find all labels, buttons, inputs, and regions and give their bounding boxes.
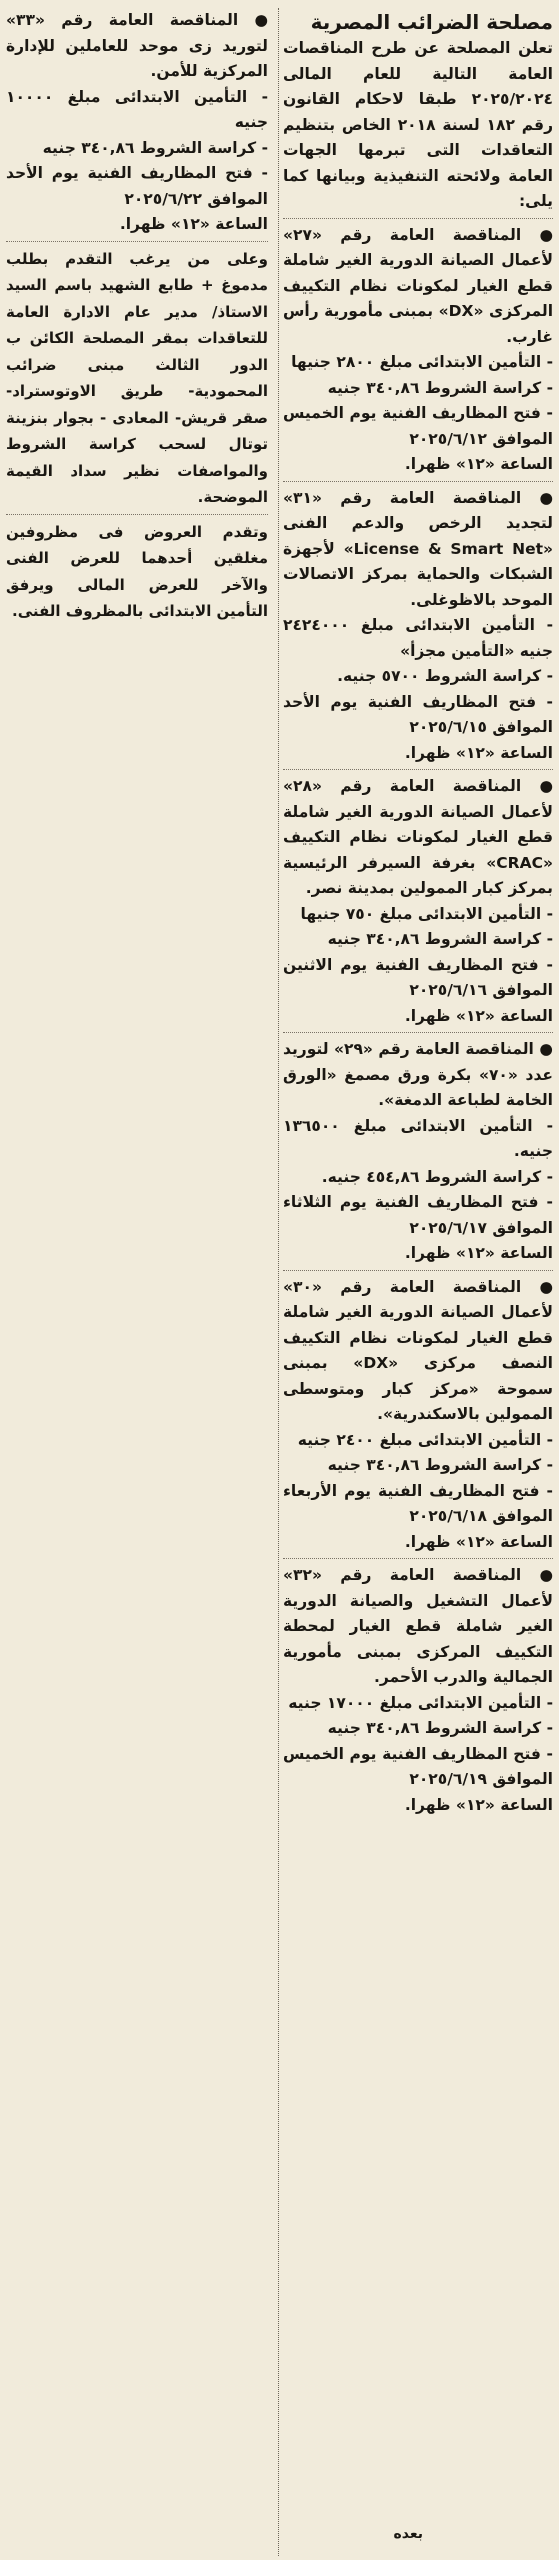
tender-detail-line: الساعة «١٢» ظهرا.: [404, 1795, 553, 1814]
tender-block: [283, 1563, 553, 1818]
tender-detail-line: الساعة «١٢» ظهرا.: [404, 743, 553, 762]
tender-detail-line: - فتح المظاريف الفنية يوم الأربعاء الموافق ٢٠٢٥/٦/١٨: [283, 1481, 553, 1525]
tender-detail-line: - التأمين الابتدائى مبلغ ٢٨٠٠ جنيها: [291, 353, 553, 371]
tender-detail-line: - التأمين الابتدائى مبلغ ١٠٠٠٠ جنيه: [6, 87, 268, 131]
tender-detail-line: - فتح المظاريف الفنية يوم الاثنين الموافق ٢٠٢٥/٦/١٦: [283, 955, 553, 999]
separator: [6, 514, 268, 516]
submission-paragraph: وتقدم العروض فى مظروفين مغلقين أحدهما للعرض الفنى والآخر للعرض المالى ويرفق التأمين الابتدائى بالمظروف الفنى.: [6, 522, 268, 620]
tender-heading: ● المناقصة العامة رقم «٣٠» لأعمال الصيانة الدورية الغير شاملة قطع الغيار لمكونات نظام التكييف النصف مركزى «DX» بمبنى سموحة «مركز كبار ومتوسطى الممولين بالاسكندرية».: [283, 1277, 553, 1423]
tender-detail-line: - كراسة الشروط ٣٤٠,٨٦ جنيه: [327, 930, 553, 948]
tender-detail-line: الساعة «١٢» ظهرا.: [119, 215, 268, 233]
tender-detail-line: - فتح المظاريف الفنية يوم الثلاثاء الموافق ٢٠٢٥/٦/١٧: [283, 1193, 553, 1237]
separator: [283, 218, 553, 220]
separator: [283, 769, 553, 771]
tender-detail-line: - التأمين الابتدائى مبلغ ٧٥٠ جنيها: [300, 904, 553, 923]
tender-item: [6, 8, 268, 238]
tender-block: [283, 1275, 553, 1556]
separator: [283, 1558, 553, 1560]
separator: [6, 241, 268, 243]
tender-heading: ● المناقصة العامة رقم «٣١» لتجديد الرخص والدعم الفنى «License & Smart Net» لأجهزة الشبكات والحماية بمركز الاتصالات الموحد بالاظوغلى.: [283, 488, 553, 609]
tender-detail-line: - التأمين الابتدائى مبلغ ٢٤٠٠ جنيه: [297, 1430, 553, 1449]
tender-detail-line: الساعة «١٢» ظهرا.: [404, 1532, 553, 1551]
tender-detail-line: - التأمين الابتدائى مبلغ ١٣٦٥٠٠ جنيه.: [283, 1116, 553, 1160]
tender-detail-line: الساعة «١٢» ظهرا.: [404, 1006, 553, 1025]
column-divider: [278, 8, 280, 2556]
tender-detail-line: - فتح المظاريف الفنية يوم الأحد الموافق ٢٠٢٥/٦/١٥: [283, 692, 553, 736]
tender-list: [283, 218, 553, 1819]
application-paragraph: وعلى من يرغب التقدم بطلب مدموغ + طابع الشهيد باسم السيد الاستاذ/ مدير عام الادارة العامة للتعاقدات بمقر المصلحة الكائن ب الدور الثالث مبنى ضرائب المحمودية- طريق الاوتوستراد- صقر قريش- المعادى - بجوار بنزينة توتال لسحب كراسة الشروط والمواصفات نظير سداد القيمة الموضحة.: [6, 249, 268, 506]
tender-heading: ● المناقصة العامة رقم «٢٩» لتوريد عدد «٧٠» بكرة ورق مصمغ «الورق الخامة لطباعة الدمغة».: [283, 1040, 553, 1109]
left-column: [6, 8, 268, 808]
tender-heading: ● المناقصة العامة رقم «٣٢» لأعمال التشغيل والصيانة الدورية الغير شاملة قطع الغيار لمحطة التكييف المركزى بمبنى مأمورية الجمالية والدرب الأحمر.: [283, 1566, 553, 1686]
tender-detail-line: الساعة «١٢» ظهرا.: [404, 1244, 553, 1262]
tender-block: [283, 223, 553, 478]
tender-heading: ● المناقصة العامة رقم «٢٨» لأعمال الصيانة الدورية الغير شاملة قطع الغيار لمكونات نظام التكييف «CRAC» بغرفة السيرفر الرئيسية بمركز كبار الممولين بمدينة نصر.: [283, 777, 553, 897]
announcement-title: مصلحة الضرائب المصرية: [310, 10, 553, 34]
tender-detail-line: - التأمين الابتدائى مبلغ ٢٤٢٤٠٠٠ جنيه «التأمين مجزأ»: [283, 616, 553, 660]
tender-detail-line: - فتح المظاريف الفنية يوم الأحد الموافق ٢٠٢٥/٦/٢٢: [6, 164, 268, 208]
tender-detail-line: - فتح المظاريف الفنية يوم الخميس الموافق ٢٠٢٥/٦/١٩: [283, 1744, 553, 1788]
tender-heading: ● المناقصة العامة رقم «٢٧» لأعمال الصيانة الدورية الغير شاملة قطع الغيار لمكونات نظام التكييف المركزى «DX» بمبنى مأمورية رأس غارب.: [283, 225, 553, 346]
separator: [283, 1032, 553, 1034]
right-column: [283, 8, 553, 2556]
continued-label: بعده: [393, 2526, 423, 2542]
tender-detail-line: - كراسة الشروط ٥٧٠٠ جنيه.: [337, 667, 553, 685]
tender-detail-line: - كراسة الشروط ٣٤٠,٨٦ جنيه: [42, 138, 268, 157]
tender-detail-line: - كراسة الشروط ٣٤٠,٨٦ جنيه: [327, 1456, 553, 1474]
separator: [283, 1270, 553, 1272]
tender-block: [6, 8, 268, 238]
tender-detail-line: - فتح المظاريف الفنية يوم الخميس الموافق ٢٠٢٥/٦/١٢: [283, 404, 553, 448]
tender-detail-line: - كراسة الشروط ٣٤٠,٨٦ جنيه: [327, 378, 553, 397]
separator: [283, 481, 553, 483]
tender-block: [283, 774, 553, 1029]
tender-heading: ● المناقصة العامة رقم «٣٣» لتوريد زى موحد للعاملين للإدارة المركزية للأمن.: [6, 11, 268, 80]
tender-detail-line: الساعة «١٢» ظهرا.: [404, 455, 553, 473]
announcement-intro: تعلن المصلحة عن طرح المناقصات العامة التالية للعام المالى ٢٠٢٥/٢٠٢٤ طبقا لاحكام القانون رقم ١٨٢ لسنة ٢٠١٨ الخاص بتنظيم التعاقدات التى تبرمها الجهات العامة ولائحته التنفيذية وبيانها كما يلى:: [283, 39, 553, 210]
tender-block: [283, 486, 553, 767]
tender-detail-line: - كراسة الشروط ٣٤٠,٨٦ جنيه: [327, 1719, 553, 1737]
tender-block: [283, 1037, 553, 1267]
tender-detail-line: - التأمين الابتدائى مبلغ ١٧٠٠٠ جنيه: [288, 1693, 553, 1712]
tender-detail-line: - كراسة الشروط ٤٥٤,٨٦ جنيه.: [321, 1167, 553, 1186]
